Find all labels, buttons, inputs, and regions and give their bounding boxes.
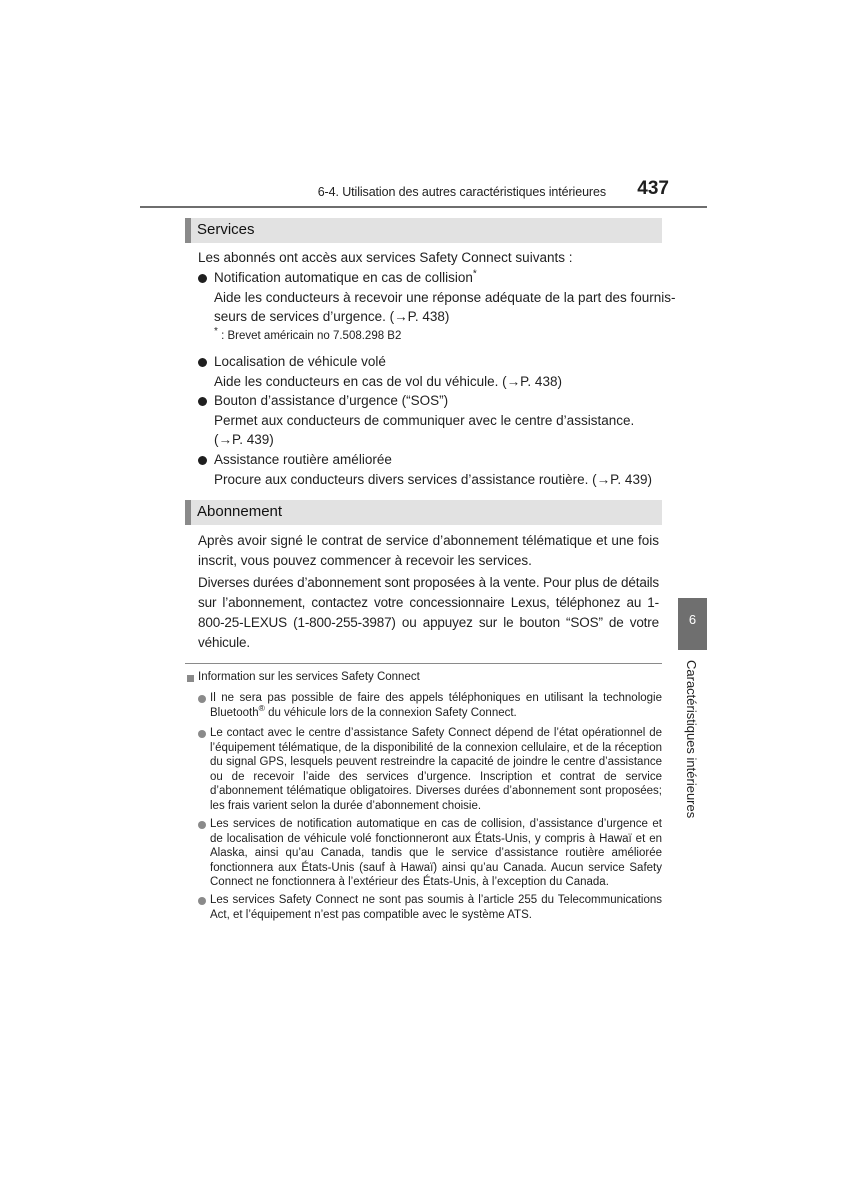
info-item: Les services Safety Connect ne sont pas soumis à l’article 255 du Telecommunications Act, et l’équipement n’est pas compatible avec le système ATS. <box>210 894 662 921</box>
info-item: Il ne sera pas possible de faire des appels téléphoniques en utilisant la technologie Bluetooth® du véhicule lors de la connexion Safety Connect. <box>210 692 662 719</box>
bullet-icon <box>198 397 207 406</box>
service-item-desc: Permet aux conducteurs de communiquer avec le centre d’assistance. <box>214 413 635 428</box>
service-item-desc: (→P. 439) <box>214 432 274 447</box>
service-item-title: Notification automatique en cas de collision* <box>214 268 477 285</box>
services-heading: Services <box>197 221 255 238</box>
abonnement-heading-bar <box>185 500 662 525</box>
abonnement-heading: Abonnement <box>197 503 283 520</box>
footnote-mark: * <box>472 268 477 280</box>
chapter-tab: 6 <box>678 598 707 650</box>
bullet-icon <box>198 274 207 283</box>
service-item-title: Bouton d’assistance d’urgence (“SOS”) <box>214 393 449 408</box>
info-bullet-icon <box>198 897 206 905</box>
info-bullet-icon <box>198 821 206 829</box>
info-item: Le contact avec le centre d’assistance Safety Connect dépend de l’état opérationnel de l’équipement télématique, de la disponibilité de la connexion cellulaire, et de la réception du signal GPS, lesquels peuvent restreindre la capacité de joindre le centre d’assistance ou de recevoir l’aide des services d’urgence. Inscription et contrat de service d’abonnement télématique obligatoires. Diverses durées d’abonnement sont proposées; les frais varient selon la durée d’abonnement choisie. <box>210 727 662 812</box>
header-divider <box>140 206 707 208</box>
abonnement-paragraph: Après avoir signé le contrat de service d’abonnement télématique et une fois inscrit, vous pouvez commencer à recevoir les services. <box>198 533 659 568</box>
info-bullet-icon <box>198 695 206 703</box>
info-item: Les services de notification automatique en cas de collision, d’assistance d’urgence et de localisation de véhicule volé fonctionneront aux États-Unis, y compris à Hawaï et en Alaska, ainsi qu’au Canada, tandis que le service d’assistance routière améliorée fonctionnera aux États-Unis (sauf à Hawaï) ainsi qu’au Canada. Aucun service Safety Connect ne fonctionnera à l’extérieur des États-Unis, à l’exception du Canada. <box>210 818 662 888</box>
page-number: 437 <box>637 178 669 199</box>
service-item-title: Localisation de véhicule volé <box>214 354 386 369</box>
services-intro: Les abonnés ont accès aux services Safety Connect suivants : <box>198 250 573 265</box>
bullet-icon <box>198 456 207 465</box>
info-square-icon <box>187 675 194 682</box>
service-item-desc: Aide les conducteurs en cas de vol du véhicule. (→P. 438) <box>214 374 562 389</box>
footnote: * : Brevet américain no 7.508.298 B2 <box>214 326 402 342</box>
service-item-desc: seurs de services d’urgence. (→P. 438) <box>214 309 450 324</box>
chapter-tab-label: Caractéristiques intérieures <box>684 660 699 819</box>
info-divider <box>185 663 662 664</box>
service-item-desc: Procure aux conducteurs divers services d’assistance routière. (→P. 439) <box>214 472 652 487</box>
bullet-icon <box>198 358 207 367</box>
service-item-desc: Aide les conducteurs à recevoir une réponse adéquate de la part des fournis- <box>214 290 676 305</box>
service-item-title: Assistance routière améliorée <box>214 452 392 467</box>
running-header <box>140 178 706 206</box>
abonnement-paragraph: Diverses durées d’abonnement sont proposées à la vente. Pour plus de détails sur l’abonnement, contactez votre concessionnaire Lexus, téléphonez au 1-800-25-LEXUS (1-800-255-3987) ou appuyez sur le bouton “SOS” de votre véhicule. <box>198 575 659 650</box>
chapter-section-title: 6-4. Utilisation des autres caractéristiques intérieures <box>317 185 606 199</box>
info-title: Information sur les services Safety Connect <box>198 671 420 683</box>
info-bullet-icon <box>198 730 206 738</box>
services-heading-bar <box>185 218 662 243</box>
